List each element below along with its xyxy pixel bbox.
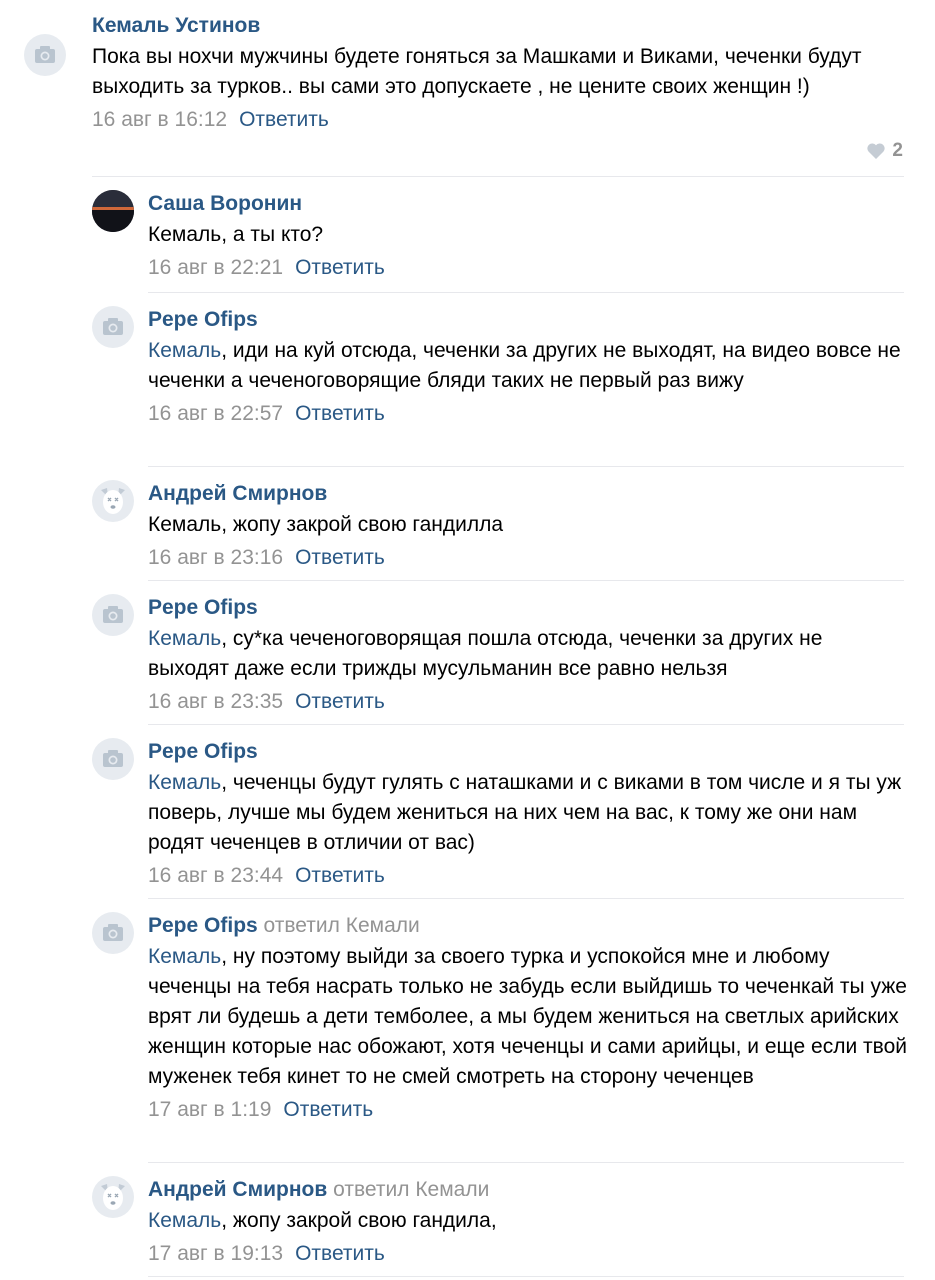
- separator: [148, 1162, 904, 1163]
- comment-text: Кемаль, а ты кто?: [148, 223, 324, 246]
- comment-author[interactable]: Pepe Ofips: [148, 308, 258, 331]
- heart-icon: [866, 142, 886, 160]
- deactivated-dog-icon: [92, 480, 134, 522]
- comment-author: [148, 1176, 908, 1204]
- reply-link[interactable]: Ответить: [295, 690, 385, 713]
- separator: [92, 176, 904, 177]
- reply-link[interactable]: Ответить: [295, 546, 385, 569]
- like-count: 2: [892, 140, 903, 161]
- avatar[interactable]: [92, 594, 134, 636]
- comment-meta: [148, 254, 908, 282]
- comment-author[interactable]: Pepe Ofips: [148, 740, 258, 763]
- comment-meta: [148, 544, 908, 572]
- like-button[interactable]: [866, 140, 903, 162]
- mention-link[interactable]: Кемаль: [148, 771, 222, 794]
- comment-date[interactable]: 16 авг в 16:12: [92, 108, 228, 131]
- avatar[interactable]: [92, 480, 134, 522]
- avatar[interactable]: [92, 912, 134, 954]
- author-link[interactable]: Pepe Ofips: [148, 914, 258, 937]
- reply-link[interactable]: Ответить: [295, 864, 385, 887]
- separator: [148, 1276, 904, 1277]
- reply-link[interactable]: Ответить: [295, 1242, 385, 1265]
- camera-icon: [92, 912, 134, 954]
- reply-link[interactable]: Ответить: [283, 1098, 374, 1121]
- reply-link[interactable]: Ответить: [295, 256, 385, 279]
- comment-author: [148, 912, 908, 940]
- avatar[interactable]: [24, 34, 66, 76]
- mention-link[interactable]: Кемаль: [148, 339, 222, 362]
- comment-text: Кемаль, иди на куй отсюда, чеченки за других не выходят, на видео вовсе не чеченки а чеченоговорящие бляди таких не первый раз вижу: [148, 339, 901, 392]
- reply-link[interactable]: Ответить: [239, 108, 329, 131]
- separator: [148, 724, 904, 725]
- reply-link[interactable]: Ответить: [295, 402, 385, 425]
- comment-date[interactable]: 16 авг в 23:16: [148, 546, 284, 569]
- comment-text: Кемаль, чеченцы будут гулять с наташками и с виками в том числе и я ты уж поверь, лучше мы будем жениться на них чем на вас, к тому же они нам родят чеченцев в отличии от вас): [148, 771, 902, 854]
- comment-text: Пока вы нохчи мужчины будете гоняться за Машками и Виками, чеченки будут выходить за турков.. вы сами это допускаете , не цените своих женщин !): [92, 45, 862, 98]
- mention-link[interactable]: Кемаль: [148, 945, 222, 968]
- comment-meta: [148, 1096, 908, 1124]
- avatar[interactable]: [92, 306, 134, 348]
- avatar[interactable]: [92, 738, 134, 780]
- comment-meta: [148, 688, 908, 716]
- camera-icon: [92, 306, 134, 348]
- separator: [148, 580, 904, 581]
- separator: [148, 898, 904, 899]
- comment-date[interactable]: 16 авг в 22:21: [148, 256, 284, 279]
- user-photo: [92, 190, 134, 232]
- comment-date[interactable]: 17 авг в 19:13: [148, 1242, 284, 1265]
- comment-date[interactable]: 16 авг в 22:57: [148, 402, 284, 425]
- mention-link[interactable]: Кемаль: [148, 627, 222, 650]
- avatar[interactable]: [92, 1176, 134, 1218]
- separator: [148, 466, 904, 467]
- camera-icon: [92, 738, 134, 780]
- author-link[interactable]: Андрей Смирнов: [148, 1178, 328, 1201]
- separator: [148, 292, 904, 293]
- comment-date[interactable]: 16 авг в 23:44: [148, 864, 284, 887]
- comment-text: Кемаль, жопу закрой свою гандила,: [148, 1209, 497, 1232]
- avatar[interactable]: [92, 190, 134, 232]
- comment-text: Кемаль, жопу закрой свою гандилла: [148, 513, 504, 536]
- comment-author[interactable]: Кемаль Устинов: [92, 14, 261, 37]
- comment-meta: [148, 862, 908, 890]
- comment-text: Кемаль, ну поэтому выйди за своего турка и успокойся мне и любому чеченцы на тебя насрать только не забудь если выйдишь то чеченкай ты уже врят ли будешь а дети темболее, а мы будем жениться на светлых арийских женщин которые нас обожают, хотя чеченцы и сами арийцы, и еще если твой муженек тебя кинет то не смей смотреть на сторону чеченцев: [148, 945, 907, 1088]
- camera-icon: [24, 34, 66, 76]
- comment-author[interactable]: Андрей Смирнов: [148, 482, 328, 505]
- comment-author[interactable]: Pepe Ofips: [148, 596, 258, 619]
- comment-meta: [92, 106, 912, 134]
- camera-icon: [92, 594, 134, 636]
- comment-text: Кемаль, су*ка чеченоговорящая пошла отсюда, чеченки за других не выходят даже если трижды мусульманин все равно нельзя: [148, 627, 823, 680]
- deactivated-dog-icon: [92, 1176, 134, 1218]
- comment-date[interactable]: 16 авг в 23:35: [148, 690, 284, 713]
- replied-to[interactable]: ответил Кемали: [263, 914, 420, 937]
- comment-date[interactable]: 17 авг в 1:19: [148, 1098, 272, 1121]
- comment-author[interactable]: Саша Воронин: [148, 192, 303, 215]
- comment-meta: [148, 1240, 908, 1268]
- comment-meta: [148, 400, 908, 428]
- mention-link[interactable]: Кемаль: [148, 1209, 222, 1232]
- replied-to[interactable]: ответил Кемали: [333, 1178, 490, 1201]
